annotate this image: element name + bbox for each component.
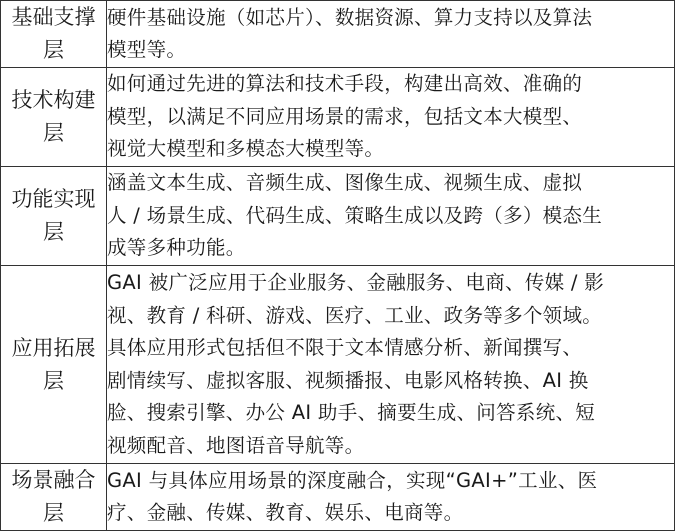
description-line: 成等多种功能。 (107, 236, 246, 260)
layer-name-line: 层 (43, 501, 64, 525)
description-line: GAI 被广泛应用于企业服务、金融服务、电商、传媒 / 影 (107, 271, 605, 294)
description-line: 脸、搜索引擎、办公 AI 助手、摘要生成、问答系统、短 (107, 401, 596, 424)
layer-name-cell (1, 1, 107, 68)
description-line: 模型等。 (107, 38, 187, 61)
description-line: 视觉大模型和多模态大模型等。 (107, 137, 385, 161)
layer-name-line: 层 (43, 38, 64, 62)
description-line: 视频配音、地图语音导航等。 (107, 433, 365, 457)
description-line: 视、教育 / 科研、游戏、医疗、工业、政务等多个领域。 (107, 303, 603, 327)
layer-name-line: 技术构建 (11, 88, 96, 112)
table-row (1, 1, 675, 68)
layer-name-cell (1, 68, 107, 167)
layer-name-cell (1, 464, 107, 531)
layer-description-cell (107, 1, 675, 68)
description-line: 如何通过先进的算法和技术手段，构建出高效、准确的 (107, 72, 583, 96)
layer-description-cell (107, 167, 675, 266)
description-line: 涵盖文本生成、音频生成、图像生成、视频生成、虚拟 (107, 171, 583, 195)
description-line: 硬件基础设施（如芯片）、数据资源、算力支持以及算法 (107, 5, 593, 29)
table-row (1, 464, 675, 531)
layer-name-cell (1, 167, 107, 266)
layer-name-line: 功能实现 (11, 187, 96, 211)
table-row (1, 266, 675, 464)
table-row (1, 167, 675, 266)
description-line: 剧情续写、虚拟客服、视频播报、电影风格转换、AI 换 (107, 368, 589, 392)
layer-name-line: 场景融合 (11, 468, 96, 492)
layer-name-line: 应用拓展 (11, 335, 96, 360)
layer-name-line: 层 (43, 121, 64, 145)
layer-name-cell (1, 266, 107, 464)
layer-description-cell (107, 464, 675, 531)
description-line: 疗、金融、传媒、教育、娱乐、电商等。 (107, 501, 464, 524)
description-line: 模型，以满足不同应用场景的需求，包括文本大模型、 (107, 104, 583, 128)
layer-name-line: 基础支撑 (11, 5, 96, 29)
description-line: 具体应用形式包括但不限于文本情感分析、新闻撰写、 (107, 336, 583, 359)
description-line: 人 / 场景生成、代码生成、策略生成以及跨（多）模态生 (107, 203, 603, 227)
layer-name-line: 层 (43, 368, 64, 393)
table-row (1, 68, 675, 167)
layer-name-line: 层 (43, 220, 64, 244)
layer-description-cell (107, 266, 675, 464)
description-line: GAI 与具体应用场景的深度融合，实现“GAI+”工业、医 (107, 468, 598, 492)
layer-description-cell (107, 68, 675, 167)
